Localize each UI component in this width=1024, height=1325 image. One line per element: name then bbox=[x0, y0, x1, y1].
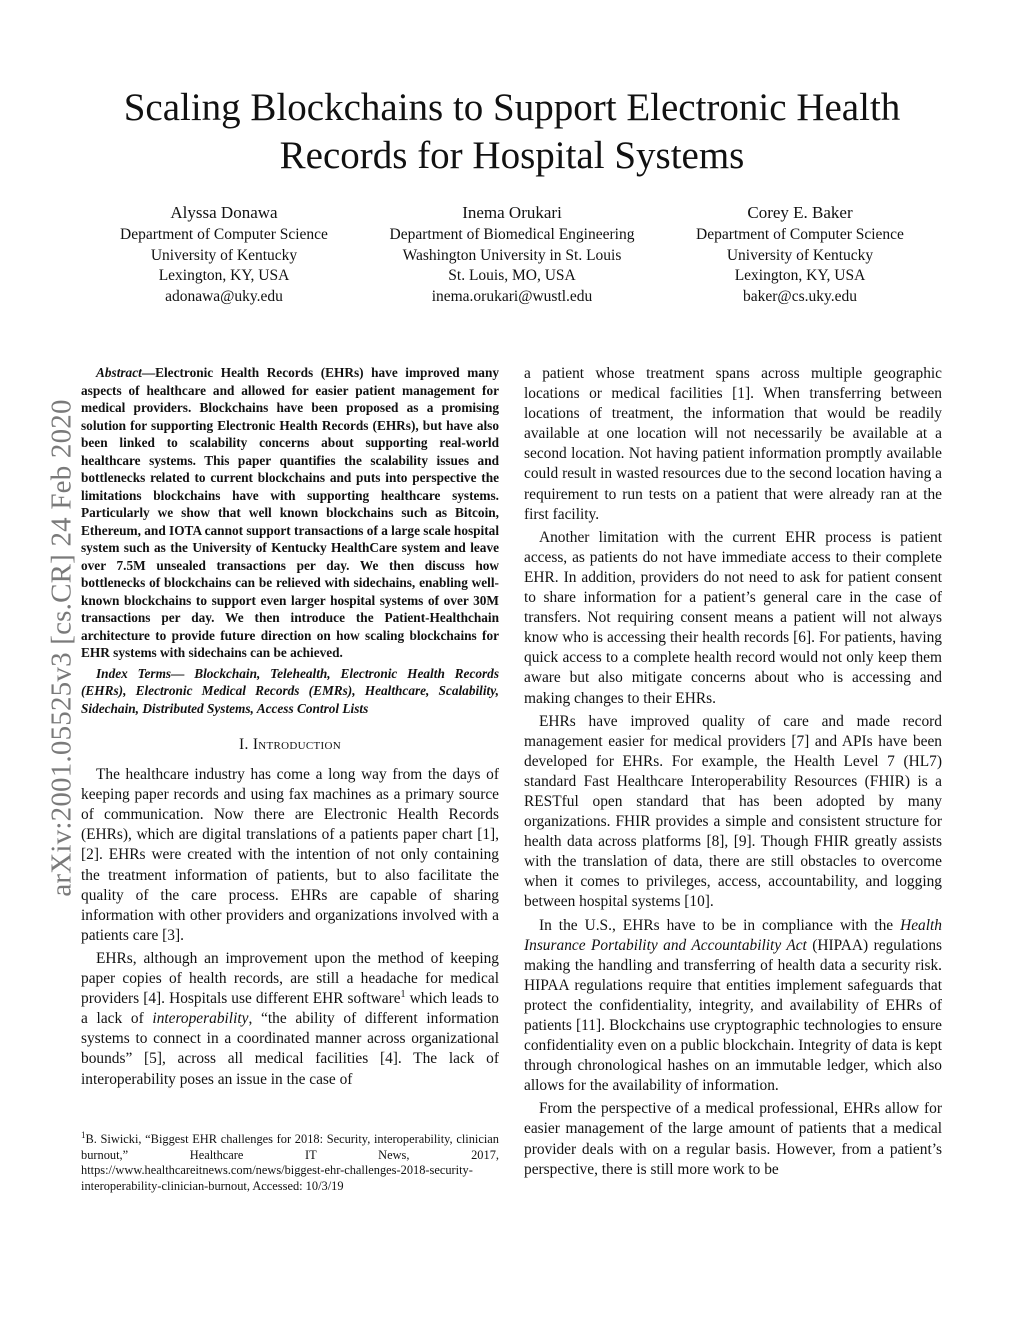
emphasis-term: Health Insurance Portability and Accountability Act bbox=[524, 916, 942, 954]
author-name: Inema Orukari bbox=[462, 203, 562, 222]
paper-title bbox=[80, 84, 944, 180]
title-line-2: Records for Hospital Systems bbox=[279, 134, 745, 177]
author-dept: Department of Computer Science bbox=[120, 226, 328, 243]
intro-paragraph-1: The healthcare industry has come a long way from the days of keeping paper records and using fax machines as a primary source of communication. Now there are Electronic Health Records (EHRs), which are digital translations of a patients paper chart [1], [2]. EHRs were created with the intention of not only containing the treatment information of patients, but to also facilitate the quality of the care process. EHRs are capable of sharing information with other providers and organizations involved with a patients care [3]. bbox=[81, 766, 499, 944]
footnote-mark: 1 bbox=[81, 1130, 86, 1140]
right-paragraph-5: From the perspective of a medical professional, EHRs allow for easier management of the large amount of patients that a medical provider deals with on a regular basis. However, from a patient’s perspective, there is still more work to be bbox=[524, 1100, 942, 1178]
paragraph-text: (HIPAA) regulations making the handling and transferring of health data a security risk. HIPAA regulations require that entities implement safeguards that protect the confidentiality, integrity, and availability of EHRs of patients [11]. Blockchains use cryptographic technologies to ensure confidentiality even on a public blockchain. Integrity of data is kept through chronological hashes on an immutable ledger, which also allows for the availability of information. bbox=[524, 936, 942, 1095]
paragraph-text: EHRs, although an improvement upon the method of keeping paper copies of health records, are still a headache for medical providers [4]. Hospitals use different EHR software bbox=[81, 949, 499, 1008]
author-email: inema.orukari@wustl.edu bbox=[431, 287, 593, 305]
paragraph-text: In the U.S., EHRs have to be in compliance with the bbox=[539, 916, 901, 934]
right-paragraph-3: EHRs have improved quality of care and made record management easier for medical providers [7] and APIs have been developed for EHRs. For example, the Health Level 7 (HL7) standard Fast Healthcare Interoperability Resources (FHIR) is a RESTful open standard that has been adopted by many organizations. FHIR provides a simple and consistent structure for health data across platforms [8], [9]. Though FHIR greatly assists with the translation of data, there are still obstacles to overcome when it comes to privileges, access, accountability, and logging between hospital systems [10]. bbox=[524, 712, 942, 911]
left-column bbox=[81, 364, 499, 1093]
right-paragraph-4 bbox=[524, 916, 942, 1097]
section-heading bbox=[81, 735, 499, 755]
footnote-ref[interactable]: 1 bbox=[400, 989, 406, 1000]
author-univ: University of Kentucky bbox=[150, 246, 298, 264]
author-2 bbox=[368, 201, 656, 307]
section-title: Introduction bbox=[252, 736, 342, 753]
author-block bbox=[80, 201, 944, 307]
author-1 bbox=[80, 201, 368, 307]
author-dept: Department of Biomedical Engineering bbox=[389, 226, 635, 243]
paragraph-text: , “the ability of different information systems to connect in a coordinated manner across organizational bounds” [5], across all medical facilities [4]. The lack of interoperability poses an issue in the case of bbox=[81, 1010, 500, 1088]
right-paragraph-2: Another limitation with the current EHR process is patient access, as patients do not have immediate access to their complete EHR. In addition, providers do not need to ask for patient consent to share information for a patient’s general care in the case of transfers. Not requiring consent means a patient will not always know who is accessing their health records [6]. For patients, having quick access to a complete health record would not only keep them aware but also mitigate concerns about who is accessing and making changes to their EHRs. bbox=[524, 528, 942, 707]
arxiv-id-text: arXiv:2001.05525v3 [cs.CR] 24 Feb 2020 bbox=[45, 399, 78, 897]
author-city: Lexington, KY, USA bbox=[734, 267, 866, 285]
abstract-body: —Electronic Health Records (EHRs) have improved many aspects of healthcare and allowed for easier patient management for medical providers. Blockchains have been proposed as a promising solution for supporting Electronic Health Records (EHRs), but have also been linked to scalability concerns about supporting real-world healthcare systems. This paper quantifies the scalability issues and bottlenecks related to current blockchains and puts into perspective the limitations blockchains have with supporting healthcare systems. Particularly we show that well known blockchains such as Bitcoin, Ethereum, and IOTA cannot support transactions of a large scale hospital system such as the University of Kentucky HealthCare system and leave over 7.5M unsealed transactions per day. We then discuss how bottlenecks of blockchains can be relieved with sidechains, enabling well-known blockchains to support even larger hospital systems of over 30M transactions per day. We then introduce the Patient-Healthchain architecture to provide future direction on how scaling blockchains for EHR systems with sidechains can be achieved. bbox=[81, 365, 500, 660]
right-column bbox=[524, 364, 942, 1183]
footnote bbox=[81, 1128, 499, 1194]
intro-paragraph-2 bbox=[81, 949, 499, 1090]
author-univ: University of Kentucky bbox=[726, 246, 874, 264]
section-number: I. bbox=[238, 736, 249, 753]
right-paragraph-1: a patient whose treatment spans across multiple geographic locations or medical facilities [1]. When transferring between locations of treatment, the information that would be readily available at one location will not necessarily be available at a second location. Not having patient information promptly available could result in wasted resources due to the second location having a requirement to run tests on a patient that were already ran at the first facility. bbox=[524, 365, 942, 523]
paragraph-text: which leads to a lack of bbox=[81, 990, 499, 1028]
author-3 bbox=[656, 201, 944, 307]
author-email: adonawa@uky.edu bbox=[165, 287, 283, 305]
footnote-text: B. Siwicki, “Biggest EHR challenges for 2018: Security, interoperability, clinician burnout,” Healthcare IT News, 2017, https://www.healthcareitnews.com/news/biggest-ehr-challenges-2018-security-interoperability-clinician-burnout, Accessed: 10/3/19 bbox=[81, 1132, 499, 1193]
author-dept: Department of Computer Science bbox=[696, 226, 904, 243]
abstract bbox=[81, 364, 499, 662]
title-line-1: Scaling Blockchains to Support Electronic Health bbox=[123, 86, 901, 129]
author-name: Corey E. Baker bbox=[747, 203, 853, 222]
emphasis-term: interoperability bbox=[152, 1010, 249, 1028]
author-univ: Washington University in St. Louis bbox=[402, 246, 622, 264]
abstract-lead: Abstract bbox=[96, 365, 142, 380]
author-email: baker@cs.uky.edu bbox=[743, 287, 857, 305]
arxiv-identifier bbox=[42, 352, 82, 944]
author-name: Alyssa Donawa bbox=[170, 203, 278, 222]
author-city: St. Louis, MO, USA bbox=[448, 267, 576, 285]
author-city: Lexington, KY, USA bbox=[158, 267, 290, 285]
index-terms: Index Terms— Blockchain, Telehealth, Electronic Health Records (EHRs), Electronic Medical Records (EMRs), Healthcare, Scalability, Sidechain, Distributed Systems, Access Control Lists bbox=[81, 665, 499, 716]
